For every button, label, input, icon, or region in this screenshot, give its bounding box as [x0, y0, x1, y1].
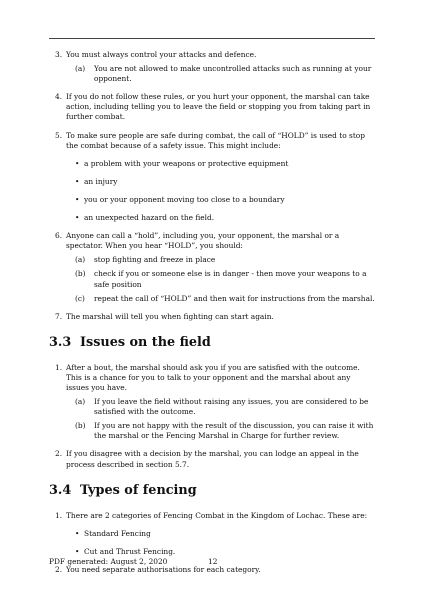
item-number: 6. [55, 231, 63, 241]
sub-item-text: You are not allowed to make uncontrolled attacks such as running at your opponent. [94, 64, 372, 84]
item-text: You must always control your attacks and defence. [66, 50, 257, 59]
list-item [49, 50, 375, 84]
item-number: 3. [55, 50, 63, 59]
numbered-list-combat-rules [49, 50, 375, 322]
bullet-item [75, 529, 375, 539]
sub-item-label: (b) [75, 269, 86, 279]
item-text: The marshal will tell you when fighting can start again. [66, 311, 274, 321]
bullet-text: Cut and Thrust Fencing. [84, 546, 176, 556]
item-number: 7. [55, 311, 63, 321]
list-item [49, 449, 375, 469]
section-heading-3-4 [49, 483, 375, 499]
item-text: Anyone can call a “hold”, including you, your opponent, the marshal or a spectator. When you hear “HOLD”, you should: [66, 231, 340, 251]
item-text: After a bout, the marshal should ask you if you are satisfied with the outcome. This is a chance for you to talk to your opponent and the marshal about any issues you have. [66, 362, 360, 392]
sub-item [75, 269, 375, 289]
page-content [49, 50, 375, 583]
bullet-item [75, 195, 375, 205]
sub-item-text: repeat the call of “HOLD” and then wait for instructions from the marshal. [94, 293, 375, 303]
sub-item-text: check if you or someone else is in danger - then move your weapons to a safe position [94, 269, 367, 289]
item-text: To make sure people are safe during combat, the call of “HOLD” is used to stop the combat because of a safety issue. This might include: [66, 130, 365, 150]
item-number: 5. [55, 130, 63, 140]
bullet-text: you or your opponent moving too close to a boundary [84, 194, 285, 204]
numbered-list-issues [49, 363, 375, 470]
item-number: 1. [55, 510, 63, 520]
sub-item-label: (a) [75, 255, 86, 265]
item-text: If you disagree with a decision by the marshal, you can lodge an appeal in the process described in section 5.7. [66, 449, 359, 469]
sub-item [75, 397, 375, 417]
section-number: 3.4 [49, 482, 72, 498]
item-number: 1. [55, 362, 63, 372]
bullet-icon: • [75, 528, 80, 538]
generated-date: PDF generated: August 2, 2020 [49, 557, 168, 566]
bullet-item [75, 213, 375, 223]
sub-item-label: (b) [75, 421, 86, 431]
bullet-icon: • [75, 194, 80, 204]
bullet-item [75, 177, 375, 187]
sub-item [75, 421, 375, 441]
bullet-text: an injury [84, 176, 118, 186]
section-title: Types of fencing [80, 482, 197, 498]
list-item [49, 131, 375, 224]
section-number: 3.3 [49, 334, 72, 350]
sub-item-label: (c) [75, 293, 85, 303]
sub-item [75, 255, 375, 265]
sub-item-text: If you are not happy with the result of the discussion, you can raise it with the marshal or the Fencing Marshal in Charge for further review. [94, 421, 374, 441]
list-item [49, 363, 375, 442]
bullet-text: Standard Fencing [84, 528, 151, 538]
page-footer [49, 557, 375, 567]
section-heading-3-3 [49, 335, 375, 351]
item-number: 4. [55, 92, 63, 102]
list-item [49, 92, 375, 122]
sub-item-text: stop fighting and freeze in place [94, 255, 216, 265]
bullet-icon: • [75, 158, 80, 168]
sub-item [75, 64, 375, 84]
bullet-text: an unexpected hazard on the field. [84, 213, 215, 223]
page-number: 12 [208, 557, 218, 566]
bullet-icon: • [75, 213, 80, 223]
list-item [49, 312, 375, 322]
item-text: You need separate authorisations for each category. [66, 564, 261, 574]
item-number: 2. [55, 564, 63, 574]
item-text: If you do not follow these rules, or you hurt your opponent, the marshal can take action, including telling you to leave the field or stopping you from taking part in further combat. [66, 92, 371, 122]
item-number: 2. [55, 449, 63, 459]
sub-item-label: (a) [75, 397, 86, 407]
list-item [49, 231, 375, 304]
sub-item [75, 294, 375, 304]
bullet-item [75, 547, 375, 557]
sub-item-label: (a) [75, 64, 86, 74]
bullet-item [75, 159, 375, 169]
item-text: There are 2 categories of Fencing Combat in the Kingdom of Lochac. These are: [66, 510, 368, 520]
section-title: Issues on the field [80, 334, 211, 350]
header-rule [49, 38, 375, 39]
bullet-icon: • [75, 546, 80, 556]
bullet-icon: • [75, 176, 80, 186]
list-item [49, 511, 375, 557]
bullet-text: a problem with your weapons or protective equipment [84, 158, 289, 168]
sub-item-text: If you leave the field without raising any issues, you are considered to be satisfied with the outcome. [94, 397, 369, 417]
